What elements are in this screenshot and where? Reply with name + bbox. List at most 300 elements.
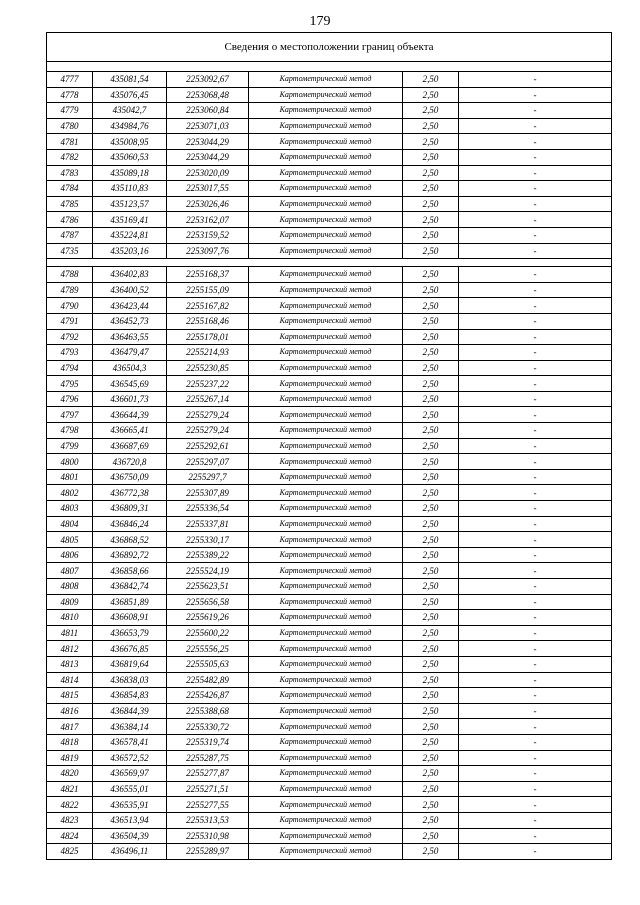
cell-coord-x: 436608,91 (93, 610, 167, 626)
cell-description: - (459, 641, 612, 657)
cell-coord-x: 436772,38 (93, 485, 167, 501)
cell-coord-x: 435060,53 (93, 149, 167, 165)
table-row (47, 72, 612, 88)
cell-method: Картометрический метод (249, 391, 403, 407)
table-row (47, 360, 612, 376)
cell-coord-x: 436851,89 (93, 594, 167, 610)
cell-description: - (459, 87, 612, 103)
cell-coord-x: 436644,39 (93, 407, 167, 423)
cell-method: Картометрический метод (249, 812, 403, 828)
cell-description: - (459, 828, 612, 844)
cell-coord-y: 2255623,51 (167, 579, 249, 595)
cell-coord-y: 2255237,22 (167, 376, 249, 392)
separator-row (47, 259, 612, 267)
cell-coord-y: 2255524,19 (167, 563, 249, 579)
table-row (47, 454, 612, 470)
table-row (47, 165, 612, 181)
cell-description: - (459, 196, 612, 212)
cell-point-number: 4815 (47, 688, 93, 704)
cell-description: - (459, 750, 612, 766)
cell-accuracy: 2,50 (403, 579, 459, 595)
cell-method: Картометрический метод (249, 781, 403, 797)
cell-description: - (459, 656, 612, 672)
cell-coord-y: 2255168,46 (167, 313, 249, 329)
cell-coord-y: 2255389,22 (167, 547, 249, 563)
cell-coord-y: 2255388,68 (167, 703, 249, 719)
cell-point-number: 4791 (47, 313, 93, 329)
cell-description: - (459, 438, 612, 454)
cell-point-number: 4806 (47, 547, 93, 563)
cell-coord-x: 436846,24 (93, 516, 167, 532)
cell-coord-x: 436838,03 (93, 672, 167, 688)
cell-description: - (459, 610, 612, 626)
table-row (47, 282, 612, 298)
cell-coord-x: 435081,54 (93, 72, 167, 88)
table-row (47, 828, 612, 844)
cell-point-number: 4800 (47, 454, 93, 470)
cell-coord-y: 2253159,52 (167, 227, 249, 243)
cell-description: - (459, 625, 612, 641)
cell-coord-x: 436665,41 (93, 423, 167, 439)
cell-coord-x: 435110,83 (93, 181, 167, 197)
cell-accuracy: 2,50 (403, 594, 459, 610)
cell-accuracy: 2,50 (403, 734, 459, 750)
cell-accuracy: 2,50 (403, 407, 459, 423)
cell-point-number: 4807 (47, 563, 93, 579)
cell-method: Картометрический метод (249, 828, 403, 844)
cell-point-number: 4805 (47, 532, 93, 548)
cell-point-number: 4792 (47, 329, 93, 345)
cell-point-number: 4798 (47, 423, 93, 439)
cell-method: Картометрический метод (249, 313, 403, 329)
cell-coord-y: 2255214,93 (167, 345, 249, 361)
cell-accuracy: 2,50 (403, 423, 459, 439)
cell-coord-x: 436892,72 (93, 547, 167, 563)
cell-method: Картометрический метод (249, 579, 403, 595)
cell-description: - (459, 360, 612, 376)
table-row (47, 501, 612, 517)
table-row (47, 797, 612, 813)
cell-coord-y: 2255287,75 (167, 750, 249, 766)
cell-description: - (459, 72, 612, 88)
cell-accuracy: 2,50 (403, 516, 459, 532)
table-row (47, 376, 612, 392)
cell-accuracy: 2,50 (403, 641, 459, 657)
cell-description: - (459, 469, 612, 485)
cell-description: - (459, 149, 612, 165)
cell-coord-x: 436868,52 (93, 532, 167, 548)
cell-point-number: 4735 (47, 243, 93, 259)
cell-accuracy: 2,50 (403, 781, 459, 797)
cell-coord-x: 435076,45 (93, 87, 167, 103)
cell-accuracy: 2,50 (403, 329, 459, 345)
cell-description: - (459, 781, 612, 797)
cell-point-number: 4809 (47, 594, 93, 610)
cell-method: Картометрический метод (249, 407, 403, 423)
cell-method: Картометрический метод (249, 797, 403, 813)
cell-description: - (459, 594, 612, 610)
cell-point-number: 4785 (47, 196, 93, 212)
table-row (47, 118, 612, 134)
cell-point-number: 4823 (47, 812, 93, 828)
cell-method: Картометрический метод (249, 423, 403, 439)
table-row (47, 212, 612, 228)
cell-method: Картометрический метод (249, 734, 403, 750)
table-row (47, 516, 612, 532)
cell-coord-y: 2255297,7 (167, 469, 249, 485)
cell-coord-x: 436844,39 (93, 703, 167, 719)
cell-coord-x: 435123,57 (93, 196, 167, 212)
cell-point-number: 4799 (47, 438, 93, 454)
table-row (47, 547, 612, 563)
cell-description: - (459, 563, 612, 579)
cell-coord-x: 436653,79 (93, 625, 167, 641)
cell-description: - (459, 313, 612, 329)
cell-method: Картометрический метод (249, 766, 403, 782)
cell-coord-y: 2255330,17 (167, 532, 249, 548)
cell-description: - (459, 391, 612, 407)
cell-method: Картометрический метод (249, 547, 403, 563)
cell-description: - (459, 103, 612, 119)
table-row (47, 181, 612, 197)
cell-point-number: 4795 (47, 376, 93, 392)
cell-coord-y: 2255656,58 (167, 594, 249, 610)
cell-coord-x: 436423,44 (93, 298, 167, 314)
cell-coord-x: 436676,85 (93, 641, 167, 657)
cell-description: - (459, 423, 612, 439)
cell-point-number: 4810 (47, 610, 93, 626)
cell-coord-x: 436545,69 (93, 376, 167, 392)
table-row (47, 391, 612, 407)
cell-description: - (459, 118, 612, 134)
cell-coord-y: 2255330,72 (167, 719, 249, 735)
cell-point-number: 4780 (47, 118, 93, 134)
cell-point-number: 4816 (47, 703, 93, 719)
table-row (47, 750, 612, 766)
cell-coord-x: 436402,83 (93, 267, 167, 283)
cell-accuracy: 2,50 (403, 688, 459, 704)
cell-method: Картометрический метод (249, 719, 403, 735)
table-row (47, 688, 612, 704)
cell-method: Картометрический метод (249, 329, 403, 345)
cell-description: - (459, 844, 612, 860)
cell-point-number: 4794 (47, 360, 93, 376)
cell-coord-x: 435089,18 (93, 165, 167, 181)
cell-description: - (459, 579, 612, 595)
cell-method: Картометрический метод (249, 345, 403, 361)
cell-accuracy: 2,50 (403, 391, 459, 407)
cell-accuracy: 2,50 (403, 376, 459, 392)
table-row (47, 423, 612, 439)
cell-point-number: 4804 (47, 516, 93, 532)
cell-method: Картометрический метод (249, 212, 403, 228)
cell-description: - (459, 282, 612, 298)
cell-coord-y: 2255279,24 (167, 407, 249, 423)
cell-description: - (459, 243, 612, 259)
cell-accuracy: 2,50 (403, 72, 459, 88)
cell-description: - (459, 454, 612, 470)
cell-point-number: 4803 (47, 501, 93, 517)
cell-point-number: 4788 (47, 267, 93, 283)
table-row (47, 485, 612, 501)
table-row (47, 438, 612, 454)
cell-coord-y: 2255292,61 (167, 438, 249, 454)
cell-coord-x: 436842,74 (93, 579, 167, 595)
table-row (47, 594, 612, 610)
table-row (47, 267, 612, 283)
cell-method: Картометрический метод (249, 298, 403, 314)
cell-accuracy: 2,50 (403, 672, 459, 688)
table-row (47, 641, 612, 657)
cell-coord-x: 434984,76 (93, 118, 167, 134)
cell-coord-y: 2253044,29 (167, 134, 249, 150)
cell-description: - (459, 298, 612, 314)
cell-point-number: 4783 (47, 165, 93, 181)
cell-description: - (459, 734, 612, 750)
table-row (47, 196, 612, 212)
table-row (47, 719, 612, 735)
cell-coord-y: 2253162,07 (167, 212, 249, 228)
cell-point-number: 4797 (47, 407, 93, 423)
cell-method: Картометрический метод (249, 516, 403, 532)
cell-accuracy: 2,50 (403, 118, 459, 134)
cell-accuracy: 2,50 (403, 243, 459, 259)
cell-point-number: 4814 (47, 672, 93, 688)
cell-description: - (459, 181, 612, 197)
cell-coord-x: 436854,83 (93, 688, 167, 704)
cell-method: Картометрический метод (249, 243, 403, 259)
cell-accuracy: 2,50 (403, 212, 459, 228)
cell-accuracy: 2,50 (403, 87, 459, 103)
cell-accuracy: 2,50 (403, 703, 459, 719)
cell-description: - (459, 345, 612, 361)
cell-description: - (459, 485, 612, 501)
cell-coord-y: 2255307,89 (167, 485, 249, 501)
cell-coord-x: 436496,11 (93, 844, 167, 860)
table-body (47, 33, 612, 860)
cell-accuracy: 2,50 (403, 532, 459, 548)
cell-accuracy: 2,50 (403, 313, 459, 329)
cell-coord-y: 2255178,01 (167, 329, 249, 345)
cell-accuracy: 2,50 (403, 298, 459, 314)
cell-coord-x: 436479,47 (93, 345, 167, 361)
cell-coord-x: 436504,3 (93, 360, 167, 376)
cell-method: Картометрический метод (249, 563, 403, 579)
cell-method: Картометрический метод (249, 149, 403, 165)
cell-accuracy: 2,50 (403, 438, 459, 454)
table-row (47, 703, 612, 719)
cell-coord-y: 2255482,89 (167, 672, 249, 688)
cell-coord-x: 436601,73 (93, 391, 167, 407)
cell-method: Картометрический метод (249, 656, 403, 672)
cell-accuracy: 2,50 (403, 797, 459, 813)
table-title-row (47, 33, 612, 62)
cell-point-number: 4812 (47, 641, 93, 657)
cell-coord-y: 2255271,51 (167, 781, 249, 797)
cell-coord-x: 435008,95 (93, 134, 167, 150)
cell-method: Картометрический метод (249, 87, 403, 103)
cell-method: Картометрический метод (249, 485, 403, 501)
cell-coord-y: 2255267,14 (167, 391, 249, 407)
cell-coord-y: 2255310,98 (167, 828, 249, 844)
cell-coord-y: 2253026,46 (167, 196, 249, 212)
cell-point-number: 4802 (47, 485, 93, 501)
cell-description: - (459, 227, 612, 243)
cell-method: Картометрический метод (249, 454, 403, 470)
cell-method: Картометрический метод (249, 610, 403, 626)
cell-description: - (459, 376, 612, 392)
cell-coord-y: 2255336,54 (167, 501, 249, 517)
cell-point-number: 4787 (47, 227, 93, 243)
cell-coord-x: 436819,64 (93, 656, 167, 672)
cell-coord-x: 436535,91 (93, 797, 167, 813)
cell-point-number: 4796 (47, 391, 93, 407)
cell-coord-y: 2253017,55 (167, 181, 249, 197)
cell-coord-x: 435203,16 (93, 243, 167, 259)
cell-accuracy: 2,50 (403, 227, 459, 243)
cell-accuracy: 2,50 (403, 360, 459, 376)
cell-coord-y: 2255319,74 (167, 734, 249, 750)
page-number: 179 (309, 14, 331, 29)
cell-accuracy: 2,50 (403, 345, 459, 361)
cell-accuracy: 2,50 (403, 103, 459, 119)
cell-accuracy: 2,50 (403, 267, 459, 283)
cell-point-number: 4781 (47, 134, 93, 150)
table-row (47, 579, 612, 595)
cell-accuracy: 2,50 (403, 625, 459, 641)
cell-description: - (459, 212, 612, 228)
cell-description: - (459, 165, 612, 181)
cell-description: - (459, 812, 612, 828)
cell-point-number: 4786 (47, 212, 93, 228)
cell-description: - (459, 703, 612, 719)
cell-coord-y: 2253044,29 (167, 149, 249, 165)
cell-method: Картометрический метод (249, 688, 403, 704)
table-row (47, 103, 612, 119)
cell-point-number: 4813 (47, 656, 93, 672)
table-row (47, 656, 612, 672)
cell-coord-y: 2255279,24 (167, 423, 249, 439)
cell-accuracy: 2,50 (403, 282, 459, 298)
cell-accuracy: 2,50 (403, 750, 459, 766)
cell-point-number: 4784 (47, 181, 93, 197)
cell-description: - (459, 134, 612, 150)
cell-accuracy: 2,50 (403, 149, 459, 165)
cell-point-number: 4822 (47, 797, 93, 813)
cell-coord-y: 2253097,76 (167, 243, 249, 259)
cell-coord-y: 2255313,53 (167, 812, 249, 828)
cell-point-number: 4808 (47, 579, 93, 595)
cell-accuracy: 2,50 (403, 547, 459, 563)
table-row (47, 407, 612, 423)
cell-coord-y: 2255619,26 (167, 610, 249, 626)
table-row (47, 844, 612, 860)
cell-method: Картометрический метод (249, 227, 403, 243)
cell-point-number: 4790 (47, 298, 93, 314)
cell-point-number: 4817 (47, 719, 93, 735)
cell-point-number: 4824 (47, 828, 93, 844)
cell-description: - (459, 719, 612, 735)
cell-point-number: 4801 (47, 469, 93, 485)
cell-coord-x: 435224,81 (93, 227, 167, 243)
table-row (47, 563, 612, 579)
cell-coord-x: 436572,52 (93, 750, 167, 766)
cell-accuracy: 2,50 (403, 719, 459, 735)
cell-coord-y: 2255277,87 (167, 766, 249, 782)
cell-coord-y: 2255167,82 (167, 298, 249, 314)
table-row (47, 149, 612, 165)
table-row (47, 812, 612, 828)
cell-coord-x: 436513,94 (93, 812, 167, 828)
cell-method: Картометрический метод (249, 438, 403, 454)
cell-coord-x: 436720,8 (93, 454, 167, 470)
cell-coord-y: 2255556,25 (167, 641, 249, 657)
table-row (47, 672, 612, 688)
cell-accuracy: 2,50 (403, 844, 459, 860)
table-row (47, 313, 612, 329)
cell-method: Картометрический метод (249, 118, 403, 134)
cell-coord-x: 436687,69 (93, 438, 167, 454)
cell-coord-y: 2253092,67 (167, 72, 249, 88)
cell-method: Картометрический метод (249, 844, 403, 860)
table-row (47, 345, 612, 361)
boundary-coordinates-table (46, 32, 612, 860)
cell-method: Картометрический метод (249, 672, 403, 688)
cell-accuracy: 2,50 (403, 501, 459, 517)
cell-accuracy: 2,50 (403, 610, 459, 626)
cell-coord-y: 2255505,63 (167, 656, 249, 672)
cell-accuracy: 2,50 (403, 563, 459, 579)
cell-coord-y: 2255289,97 (167, 844, 249, 860)
cell-description: - (459, 516, 612, 532)
cell-coord-y: 2255230,85 (167, 360, 249, 376)
cell-method: Картометрический метод (249, 72, 403, 88)
cell-description: - (459, 766, 612, 782)
cell-accuracy: 2,50 (403, 766, 459, 782)
table-row (47, 243, 612, 259)
cell-coord-x: 436578,41 (93, 734, 167, 750)
cell-coord-x: 435169,41 (93, 212, 167, 228)
cell-description: - (459, 532, 612, 548)
cell-coord-x: 436400,52 (93, 282, 167, 298)
cell-coord-x: 436463,55 (93, 329, 167, 345)
table-row (47, 734, 612, 750)
cell-point-number: 4820 (47, 766, 93, 782)
cell-point-number: 4777 (47, 72, 93, 88)
cell-point-number: 4825 (47, 844, 93, 860)
cell-method: Картометрический метод (249, 165, 403, 181)
table-row (47, 781, 612, 797)
cell-coord-x: 436569,97 (93, 766, 167, 782)
cell-method: Картометрический метод (249, 376, 403, 392)
table-row (47, 766, 612, 782)
cell-coord-x: 436555,01 (93, 781, 167, 797)
cell-coord-y: 2253071,03 (167, 118, 249, 134)
cell-method: Картометрический метод (249, 103, 403, 119)
cell-accuracy: 2,50 (403, 656, 459, 672)
cell-method: Картометрический метод (249, 501, 403, 517)
cell-accuracy: 2,50 (403, 134, 459, 150)
cell-coord-x: 436750,09 (93, 469, 167, 485)
cell-coord-y: 2253068,48 (167, 87, 249, 103)
spacer-row (47, 62, 612, 72)
cell-point-number: 4821 (47, 781, 93, 797)
cell-coord-y: 2253020,09 (167, 165, 249, 181)
cell-coord-x: 436452,73 (93, 313, 167, 329)
cell-description: - (459, 329, 612, 345)
cell-method: Картометрический метод (249, 594, 403, 610)
cell-description: - (459, 688, 612, 704)
